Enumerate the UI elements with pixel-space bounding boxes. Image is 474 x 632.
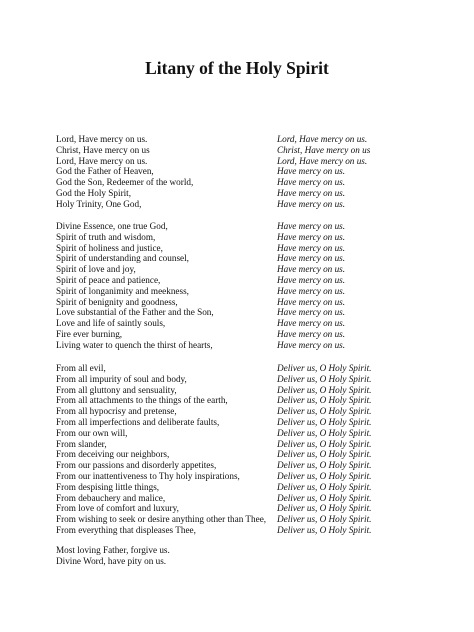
litany-line [56, 395, 456, 406]
litany-line [56, 417, 456, 428]
response-text: Deliver us, O Holy Spirit. [277, 438, 372, 449]
litany-line [56, 363, 456, 374]
response-text: Deliver us, O Holy Spirit. [277, 384, 372, 395]
closing-line-text: Divine Word, have pity on us. [56, 555, 167, 566]
litany-line [56, 329, 456, 340]
invocation-text: From our inattentiveness to Thy holy inspirations, [56, 470, 240, 481]
litany-line [56, 307, 456, 318]
response-text: Have mercy on us. [277, 166, 346, 177]
response-text: Deliver us, O Holy Spirit. [277, 395, 372, 406]
response-text: Deliver us, O Holy Spirit. [277, 470, 372, 481]
response-text: Have mercy on us. [277, 242, 346, 253]
invocation-text: Holy Trinity, One God, [56, 198, 142, 209]
litany-line [56, 525, 456, 536]
litany-line [56, 482, 456, 493]
litany-line [56, 340, 456, 351]
invocation-text: From all evil, [56, 363, 106, 373]
litany-line [56, 188, 456, 199]
invocation-text: From all hypocrisy and pretense, [56, 406, 177, 417]
litany-line [56, 385, 456, 396]
litany-line [56, 253, 456, 264]
invocation-text: Spirit of understanding and counsel, [56, 253, 189, 264]
response-text: Lord, Have mercy on us. [277, 155, 368, 166]
invocation-text: From all attachments to the things of the earth, [56, 395, 228, 406]
litany-line [56, 439, 456, 450]
response-text: Have mercy on us. [277, 296, 346, 307]
litany-line [56, 264, 456, 275]
response-text: Deliver us, O Holy Spirit. [277, 373, 372, 384]
response-text: Deliver us, O Holy Spirit. [277, 406, 372, 417]
litany-line [56, 514, 456, 525]
response-text: Deliver us, O Holy Spirit. [277, 514, 372, 525]
response-text: Have mercy on us. [277, 274, 346, 285]
invocation-text: From wishing to seek or desire anything other than Thee, [56, 514, 267, 525]
litany-line [56, 134, 456, 145]
response-text: Have mercy on us. [277, 198, 346, 209]
invocation-text: Spirit of longanimity and meekness, [56, 285, 189, 296]
invocation-text: God the Son, Redeemer of the world, [56, 177, 194, 188]
invocation-text: Spirit of love and joy, [56, 264, 136, 275]
litany-line [56, 318, 456, 329]
invocation-text: From slander, [56, 438, 107, 449]
invocation-text: From everything that displeases Thee, [56, 524, 196, 535]
litany-line [56, 275, 456, 286]
response-text: Deliver us, O Holy Spirit. [277, 449, 372, 460]
response-text: Deliver us, O Holy Spirit. [277, 492, 372, 503]
page-title: Litany of the Holy Spirit [145, 58, 329, 78]
invocation-text: Spirit of benignity and goodness, [56, 296, 178, 307]
response-text: Deliver us, O Holy Spirit. [277, 427, 372, 438]
invocation-text: God the Holy Spirit, [56, 187, 132, 198]
invocation-text: From love of comfort and luxury, [56, 503, 179, 514]
response-text: Deliver us, O Holy Spirit. [277, 460, 372, 471]
litany-line [56, 503, 456, 514]
litany-section-3 [56, 363, 456, 536]
litany-line [56, 428, 456, 439]
invocation-text: Love and life of saintly souls, [56, 318, 166, 329]
invocation-text: From despising little things, [56, 481, 160, 492]
invocation-text: From all gluttony and sensuality, [56, 384, 177, 395]
response-text: Christ, Have mercy on us [277, 144, 371, 155]
invocation-text: God the Father of Heaven, [56, 166, 154, 177]
response-text: Lord, Have mercy on us. [277, 134, 368, 144]
litany-line [56, 493, 456, 504]
invocation-text: From debauchery and malice, [56, 492, 166, 503]
invocation-text: Love substantial of the Father and the Son, [56, 307, 214, 318]
closing-lines [56, 545, 456, 567]
invocation-text: Spirit of peace and patience, [56, 274, 161, 285]
invocation-text: Spirit of truth and wisdom, [56, 231, 156, 242]
litany-section-2 [56, 221, 456, 351]
litany-section-1 [56, 134, 456, 210]
response-text: Have mercy on us. [277, 307, 346, 318]
invocation-text: From our own will, [56, 427, 128, 438]
litany-line [56, 243, 456, 254]
litany-line [56, 286, 456, 297]
litany-line [56, 449, 456, 460]
response-text: Deliver us, O Holy Spirit. [277, 524, 372, 535]
response-text: Have mercy on us. [277, 285, 346, 296]
response-text: Have mercy on us. [277, 339, 346, 350]
invocation-text: Divine Essence, one true God, [56, 221, 168, 231]
invocation-text: Lord, Have mercy on us. [56, 155, 148, 166]
closing-line [56, 556, 456, 567]
invocation-text: From deceiving our neighbors, [56, 449, 170, 460]
invocation-text: From our passions and disorderly appetites, [56, 460, 217, 471]
invocation-text: From all imperfections and deliberate faults, [56, 416, 220, 427]
litany-line [56, 460, 456, 471]
litany-line [56, 145, 456, 156]
response-text: Deliver us, O Holy Spirit. [277, 363, 372, 373]
invocation-text: Fire ever burning, [56, 328, 123, 339]
litany-line [56, 406, 456, 417]
response-text: Have mercy on us. [277, 264, 346, 275]
litany-line [56, 177, 456, 188]
litany-line [56, 221, 456, 232]
response-text: Deliver us, O Holy Spirit. [277, 481, 372, 492]
invocation-text: Living water to quench the thirst of hearts, [56, 339, 213, 350]
litany-line [56, 297, 456, 308]
litany-line [56, 199, 456, 210]
response-text: Have mercy on us. [277, 221, 346, 231]
closing-line-text: Most loving Father, forgive us. [56, 545, 170, 555]
response-text: Have mercy on us. [277, 177, 346, 188]
litany-line [56, 374, 456, 385]
response-text: Deliver us, O Holy Spirit. [277, 416, 372, 427]
response-text: Have mercy on us. [277, 328, 346, 339]
invocation-text: Lord, Have mercy on us. [56, 134, 148, 144]
closing-line [56, 545, 456, 556]
litany-line [56, 232, 456, 243]
invocation-text: Spirit of holiness and justice, [56, 242, 163, 253]
response-text: Have mercy on us. [277, 231, 346, 242]
response-text: Have mercy on us. [277, 318, 346, 329]
litany-line [56, 156, 456, 167]
litany-line [56, 471, 456, 482]
response-text: Have mercy on us. [277, 253, 346, 264]
response-text: Deliver us, O Holy Spirit. [277, 503, 372, 514]
response-text: Have mercy on us. [277, 187, 346, 198]
litany-line [56, 166, 456, 177]
invocation-text: From all impurity of soul and body, [56, 373, 187, 384]
invocation-text: Christ, Have mercy on us [56, 144, 150, 155]
